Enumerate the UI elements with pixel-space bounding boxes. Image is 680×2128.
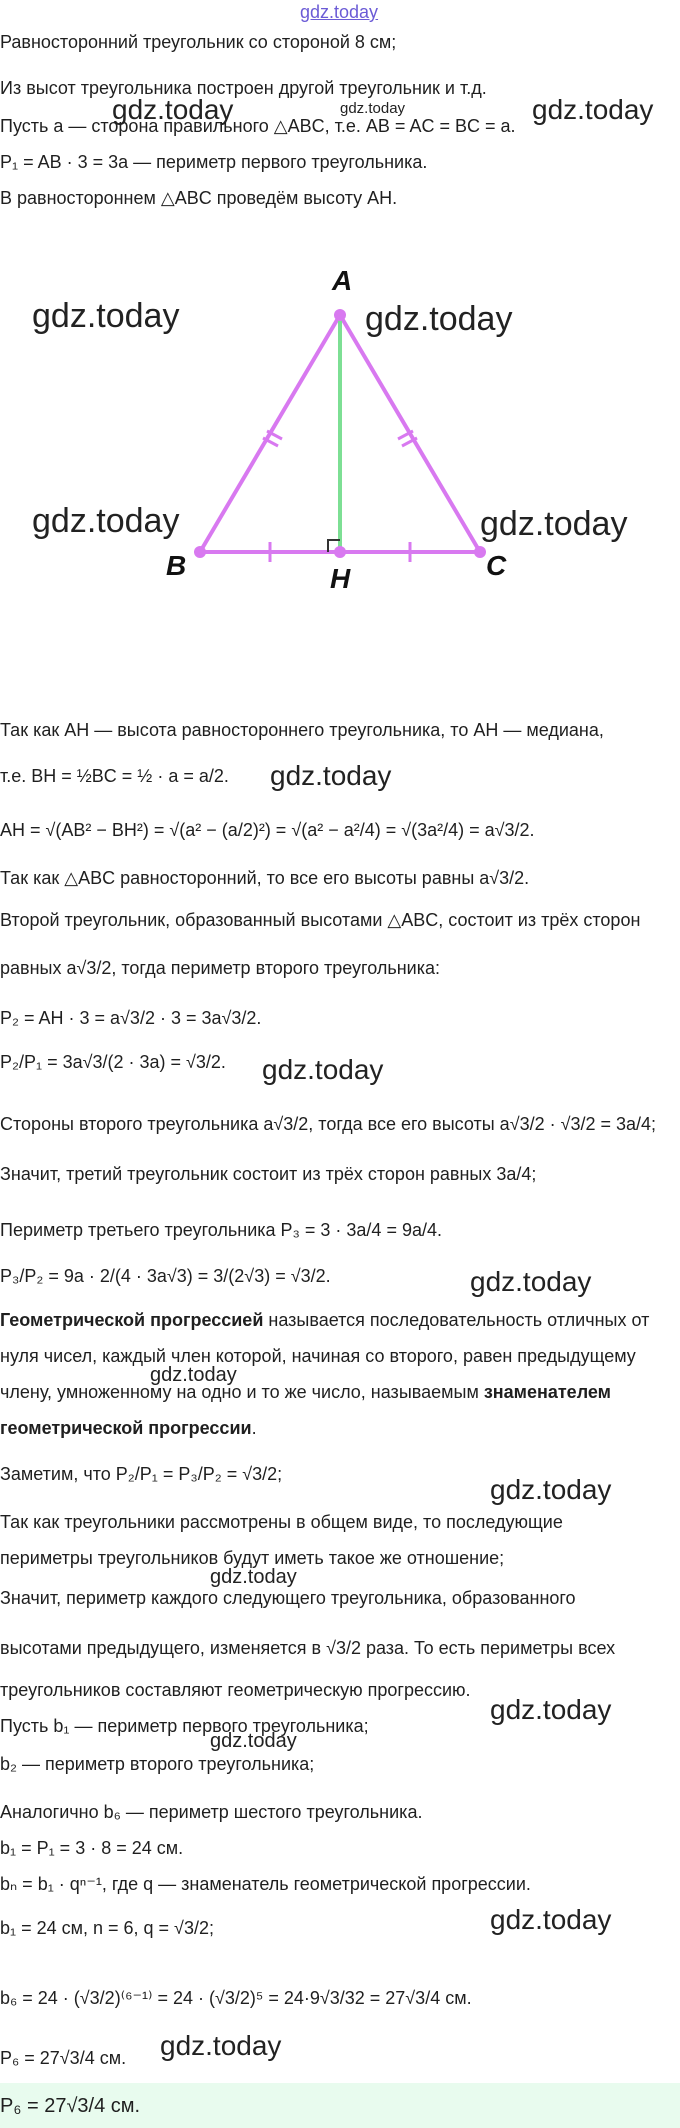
solution-line-4: Так как △ABC равносторонний, то все его высоты равны a√3/2.	[0, 868, 530, 888]
solution-line-23: bₙ = b₁ · qⁿ⁻¹, где q — знаменатель геометрической прогрессии.	[0, 1874, 531, 1894]
definition-text: .	[251, 1418, 257, 1438]
solution-line-17: высотами предыдущего, изменяется в √3/2 раза. То есть периметры всех	[0, 1638, 616, 1658]
solution-line-26: P₆ = 27√3/4 см.	[0, 2048, 127, 2068]
definition-line-4	[0, 1416, 257, 1440]
solution-line-25: b₆ = 24 · (√3/2)⁽⁶⁻¹⁾ = 24 · (√3/2)⁵ = 24·9√3/32 = 27√3/4 см.	[0, 1988, 472, 2008]
solution-line-12: P₃/P₂ = 9a · 2/(4 · 3a√3) = 3/(2√3) = √3/2.	[0, 1266, 331, 1286]
intro-line-4: P₁ = AB · 3 = 3a — периметр первого треугольника.	[0, 152, 428, 172]
solution-line-16: Значит, периметр каждого следующего треугольника, образованного	[0, 1588, 576, 1608]
vertex-b	[194, 546, 206, 558]
definition-term: геометрической прогрессии	[0, 1418, 252, 1438]
intro-line-2: Из высот треугольника построен другой треугольник и т.д.	[0, 78, 487, 98]
vertex-c	[474, 546, 486, 558]
definition-term: Геометрической прогрессией	[0, 1310, 264, 1330]
label-c: C	[486, 550, 507, 581]
solution-line-20: b₂ — периметр второго треугольника;	[0, 1754, 315, 1774]
solution-line-24: b₁ = 24 см, n = 6, q = √3/2;	[0, 1918, 214, 1938]
watermark: gdz.today	[470, 1266, 592, 1297]
watermark: gdz.today	[150, 1364, 237, 1386]
solution-line-1: Так как AH — высота равностороннего треугольника, то AH — медиана,	[0, 720, 604, 740]
solution-line-9: Стороны второго треугольника a√3/2, тогда все его высоты a√3/2 · √3/2 = 3a/4;	[0, 1114, 657, 1134]
intro-line-5: В равностороннем △ABC проведём высоту AH.	[0, 188, 398, 208]
vertex-a	[334, 309, 346, 321]
watermark: gdz.today	[32, 502, 180, 540]
triangle-figure	[0, 240, 680, 600]
vertex-h	[334, 546, 346, 558]
solution-line-21: Аналогично b₆ — периметр шестого треугольника.	[0, 1802, 423, 1822]
watermark: gdz.today	[210, 1566, 297, 1588]
watermark: gdz.today	[340, 100, 406, 117]
label-h: H	[330, 563, 351, 594]
definition-line-3	[0, 1380, 611, 1404]
answer-text: P₆ = 27√3/4 см.	[0, 2095, 141, 2117]
watermark: gdz.today	[32, 297, 180, 335]
watermark: gdz.today	[112, 94, 234, 125]
definition-term: знаменателем	[483, 1382, 611, 1402]
solution-line-7: P₂ = AH · 3 = a√3/2 · 3 = 3a√3/2.	[0, 1008, 262, 1028]
watermark: gdz.today	[490, 1904, 612, 1935]
label-b: B	[166, 550, 187, 581]
watermark: gdz.today	[210, 1730, 297, 1752]
solution-line-8: P₂/P₁ = 3a√3/(2 · 3a) = √3/2.	[0, 1052, 226, 1072]
definition-line-2: нуля чисел, каждый член которой, начиная со второго, равен предыдущему	[0, 1346, 636, 1366]
watermark: gdz.today	[532, 94, 654, 125]
watermark: gdz.today	[270, 760, 392, 791]
intro-line-1: Равносторонний треугольник со стороной 8 см;	[0, 32, 397, 52]
watermark: gdz.today	[160, 2030, 282, 2061]
watermark: gdz.today	[480, 505, 628, 543]
solution-line-5: Второй треугольник, образованный высотами △ABC, состоит из трёх сторон	[0, 910, 641, 930]
solution-line-14: Так как треугольники рассмотрены в общем виде, то последующие	[0, 1512, 563, 1532]
watermark: gdz.today	[490, 1694, 612, 1725]
solution-line-19: Пусть b₁ — периметр первого треугольника;	[0, 1716, 369, 1736]
definition-line-1	[0, 1308, 649, 1332]
site-header-link[interactable]: gdz.today	[300, 2, 379, 22]
solution-line-10: Значит, третий треугольник состоит из трёх сторон равных 3a/4;	[0, 1164, 537, 1184]
solution-line-15: периметры треугольников будут иметь такое же отношение;	[0, 1548, 505, 1568]
solution-line-6: равных a√3/2, тогда периметр второго треугольника:	[0, 958, 440, 978]
watermark: gdz.today	[490, 1474, 612, 1505]
watermark: gdz.today	[262, 1054, 384, 1085]
definition-text: называется последовательность отличных от	[263, 1310, 650, 1330]
watermark: gdz.today	[365, 300, 513, 338]
solution-line-22: b₁ = P₁ = 3 · 8 = 24 см.	[0, 1838, 184, 1858]
solution-line-3: AH = √(AB² − BH²) = √(a² − (a/2)²) = √(a² − a²/4) = √(3a²/4) = a√3/2.	[0, 820, 535, 840]
solution-line-2: т.е. BH = ½BC = ½ · a = a/2.	[0, 766, 229, 786]
label-a: A	[332, 265, 353, 296]
intro-line-3: Пусть a — сторона правильного △ABC, т.е. AB = AC = BC = a.	[0, 116, 516, 136]
solution-line-13: Заметим, что P₂/P₁ = P₃/P₂ = √3/2;	[0, 1464, 283, 1484]
solution-line-11: Периметр третьего треугольника P₃ = 3 · 3a/4 = 9a/4.	[0, 1220, 442, 1240]
definition-text: члену, умноженному на одно и то же число, называемым	[0, 1382, 484, 1402]
solution-line-18: треугольников составляют геометрическую прогрессию.	[0, 1680, 471, 1700]
